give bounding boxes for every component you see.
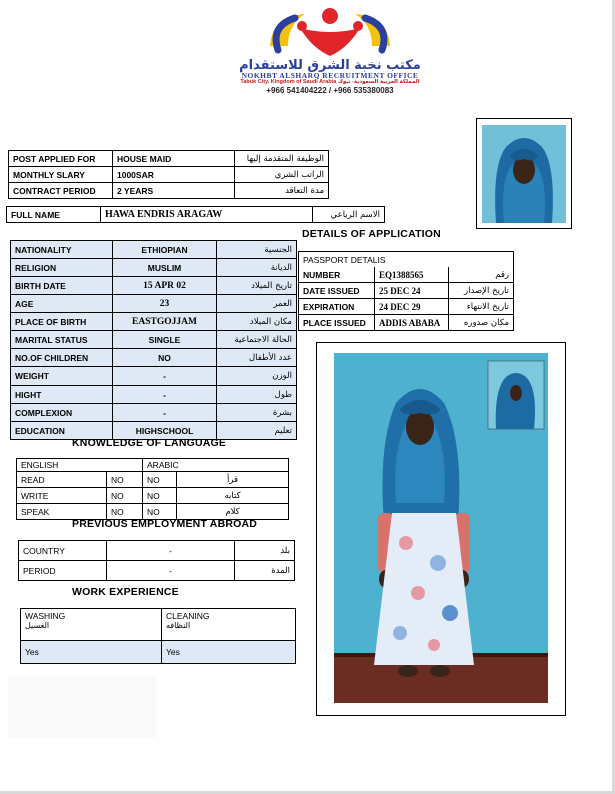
personal-value: HIGHSCHOOL [113, 422, 217, 440]
table-row [299, 252, 514, 268]
table-row [299, 267, 514, 283]
full-body-photo-frame [316, 342, 566, 716]
personal-value: SINGLE [113, 331, 217, 349]
table-row [11, 277, 297, 295]
employment-arabic: المدة [235, 561, 295, 581]
full-name-table [6, 206, 385, 223]
passport-value: 25 DEC 24 [375, 283, 449, 299]
experience-heading: WORK EXPERIENCE [72, 586, 179, 598]
personal-value: 23 [113, 295, 217, 313]
passport-value: 24 DEC 29 [375, 299, 449, 315]
table-row [9, 183, 329, 199]
logo-emblem-icon [200, 6, 460, 62]
personal-label: BIRTH DATE [11, 277, 113, 295]
washing-value: Yes [20, 641, 161, 664]
company-logo [200, 6, 460, 94]
personal-label: EDUCATION [11, 422, 113, 440]
table-row [11, 349, 297, 367]
personal-label: PLACE OF BIRTH [11, 313, 113, 331]
personal-arabic: الحالة الاجتماعية [217, 331, 297, 349]
contract-arabic: مدة التعاقد [235, 183, 329, 199]
table-row [17, 488, 289, 504]
blank-shaded-box [8, 676, 156, 738]
salary-label: MONTHLY SLARY [9, 167, 113, 183]
language-skill-arabic: قرأ [177, 472, 289, 488]
logo-arabic-name: مكتب نخبة الشرق للاستقدام [239, 58, 421, 73]
language-english-level: NO [107, 472, 143, 488]
personal-details-table [10, 240, 297, 440]
personal-label: HIGHT [11, 386, 113, 404]
contract-label: CONTRACT PERIOD [9, 183, 113, 199]
personal-value: NO [113, 349, 217, 367]
personal-label: NO.OF CHILDREN [11, 349, 113, 367]
passport-value: EQ1388565 [375, 267, 449, 283]
personal-arabic: بشرة [217, 404, 297, 422]
details-heading: DETAILS OF APPLICATION [302, 228, 441, 240]
portrait-photo [482, 125, 566, 223]
passport-label: NUMBER [299, 267, 375, 283]
passport-arabic: تاريخ الإصدار [449, 283, 514, 299]
language-arabic-level: NO [143, 472, 177, 488]
personal-arabic: تعليم [217, 422, 297, 440]
portrait-photo-frame [476, 118, 572, 229]
personal-value: - [113, 404, 217, 422]
full-name-arabic: الاسم الرباعي [313, 207, 385, 223]
experience-washing [20, 608, 161, 641]
personal-arabic: طول [217, 386, 297, 404]
language-english-level: NO [107, 488, 143, 504]
table-row [19, 541, 295, 561]
language-skill-label: READ [17, 472, 107, 488]
washing-label: WASHING [25, 611, 66, 621]
logo-address: Tabuk City, Kingdom of Saudi Arabia المملكة العربية السعودية- تبوك [240, 79, 420, 85]
post-value: HOUSE MAID [113, 151, 235, 167]
personal-value: - [113, 367, 217, 386]
language-skill-arabic: كلام [177, 504, 289, 520]
passport-label: EXPIRATION [299, 299, 375, 315]
logo-english-name: NOKHBT ALSHARQ RECRUITMENT OFFICE [241, 71, 419, 80]
full-name-label: FULL NAME [7, 207, 101, 223]
washing-arabic: الغسيل [25, 621, 50, 630]
full-name-value: HAWA ENDRIS ARAGAW [101, 207, 313, 223]
post-arabic: الوظيفة المتقدمة إليها [235, 151, 329, 167]
personal-label: MARITAL STATUS [11, 331, 113, 349]
language-heading: KNOWLEDGE OF LANGUAGE [72, 437, 227, 449]
employment-value: - [107, 541, 235, 561]
personal-arabic: العمر [217, 295, 297, 313]
cleaning-label: CLEANING [166, 611, 210, 621]
contract-value: 2 YEARS [113, 183, 235, 199]
personal-label: COMPLEXION [11, 404, 113, 422]
language-skill-label: SPEAK [17, 504, 107, 520]
table-row [19, 561, 295, 581]
post-label: POST APPLIED FOR [9, 151, 113, 167]
table-row [11, 295, 297, 313]
experience-grid [20, 608, 296, 664]
employment-value: - [107, 561, 235, 581]
table-row [11, 386, 297, 404]
language-skill-arabic: كتابه [177, 488, 289, 504]
job-table [8, 150, 329, 199]
language-col-english: ENGLISH [17, 459, 143, 472]
table-row [17, 459, 289, 472]
personal-arabic: مكان الميلاد [217, 313, 297, 331]
cleaning-arabic: النظافه [166, 621, 191, 630]
personal-value: - [113, 386, 217, 404]
table-row [11, 259, 297, 277]
table-row [11, 241, 297, 259]
personal-arabic: الجنسية [217, 241, 297, 259]
personal-arabic: الديانة [217, 259, 297, 277]
table-row [11, 367, 297, 386]
passport-arabic: تاريخ الانتهاء [449, 299, 514, 315]
language-arabic-level: NO [143, 504, 177, 520]
personal-value: ETHIOPIAN [113, 241, 217, 259]
experience-cleaning [161, 608, 296, 641]
cleaning-value: Yes [161, 641, 296, 664]
passport-arabic: رقم [449, 267, 514, 283]
passport-label: DATE ISSUED [299, 283, 375, 299]
passport-title: PASSPORT DETALIS [299, 252, 514, 268]
table-row [7, 207, 385, 223]
table-row [11, 404, 297, 422]
passport-label: PLACE ISSUED [299, 315, 375, 331]
table-row [11, 313, 297, 331]
employment-label: PERIOD [19, 561, 107, 581]
language-table [16, 458, 289, 520]
personal-value: 15 APR 02 [113, 277, 217, 295]
personal-arabic: تاريخ الميلاد [217, 277, 297, 295]
full-body-photo [334, 353, 548, 703]
logo-phone: +966 541404222 / +966 535380083 [266, 86, 394, 95]
table-row [9, 167, 329, 183]
employment-label: COUNTRY [19, 541, 107, 561]
passport-table [298, 251, 514, 331]
personal-value: EASTGOJJAM [113, 313, 217, 331]
personal-arabic: عدد الأطفال [217, 349, 297, 367]
personal-label: AGE [11, 295, 113, 313]
table-row [11, 331, 297, 349]
passport-value: ADDIS ABABA [375, 315, 449, 331]
personal-label: RELIGION [11, 259, 113, 277]
language-col-arabic: ARABIC [143, 459, 289, 472]
personal-value: MUSLIM [113, 259, 217, 277]
employment-heading: PREVIOUS EMPLOYMENT ABROAD [72, 518, 258, 530]
language-english-level: NO [107, 504, 143, 520]
table-row [17, 472, 289, 488]
language-arabic-level: NO [143, 488, 177, 504]
language-skill-label: WRITE [17, 488, 107, 504]
employment-table [18, 540, 295, 581]
table-row [299, 299, 514, 315]
personal-label: WEIGHT [11, 367, 113, 386]
table-row [299, 283, 514, 299]
table-row [9, 151, 329, 167]
salary-value: 1000SAR [113, 167, 235, 183]
personal-label: NATIONALITY [11, 241, 113, 259]
personal-arabic: الوزن [217, 367, 297, 386]
table-row [299, 315, 514, 331]
employment-arabic: بلد [235, 541, 295, 561]
salary-arabic: الراتب الشري [235, 167, 329, 183]
passport-arabic: مكان صدوره [449, 315, 514, 331]
